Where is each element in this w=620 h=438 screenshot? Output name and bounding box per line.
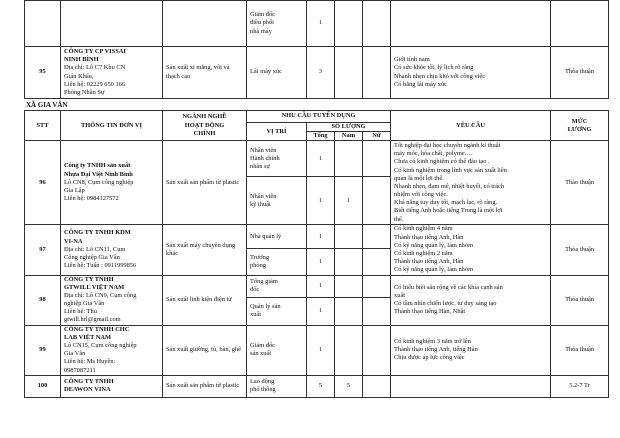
text-line: nhân sự xyxy=(250,162,270,170)
total-cell: 1 xyxy=(307,177,335,225)
text-line: Thành thạo tiếng Anh, Hàn xyxy=(394,258,464,266)
total-cell: 1 xyxy=(307,297,335,325)
text-line: Địa chỉ: Lô CN9, Cụm công xyxy=(64,291,137,299)
header-sector: NGÀNH NGHỀ HOẠT ĐỘNG CHÍNH xyxy=(163,111,247,141)
text-line: Biết tiếng Anh hoặc tiếng Trung là một lợi xyxy=(394,207,503,215)
text-line: Hành chính xyxy=(250,154,280,162)
female-cell xyxy=(363,1,391,47)
requirements-cell xyxy=(391,275,551,325)
text-line: NINH BÌNH xyxy=(64,56,99,64)
total-cell: 1 xyxy=(307,249,335,275)
text-line: Quản lý sản xyxy=(250,302,281,310)
text-line: Chưa có kinh nghiệm có thể đào tạo . xyxy=(394,158,490,166)
male-cell xyxy=(335,47,363,99)
salary-cell: Thỏa thuận xyxy=(551,47,609,99)
text-line: 0987087211 xyxy=(64,366,96,374)
salary-cell: Thỏa thuận xyxy=(551,225,609,275)
sector-cell: Sản xuất sản phẩm từ plastic xyxy=(163,141,247,225)
sector-cell: Sản xuất máy chuyên dụng khác xyxy=(163,225,247,275)
text-line: gtwill.hrl@gmail.com xyxy=(64,316,121,324)
stt-cell: 100 xyxy=(25,375,61,397)
text-line: Thành thạo tiếng Hàn, Nhật xyxy=(394,308,466,316)
salary-cell: 5.2-7 Tr xyxy=(551,375,609,397)
position-cell xyxy=(247,225,307,249)
text-line: Công nghiệp Gia Vân xyxy=(64,254,120,262)
salary-cell xyxy=(551,1,609,47)
previous-page-table xyxy=(24,0,609,99)
requirements-cell xyxy=(391,375,551,397)
text-line: Địa chỉ: Lô CN11, Cụm xyxy=(64,245,126,253)
text-line: Lô CN15, Cụm công nghiệp xyxy=(64,342,137,349)
text-line: xuất xyxy=(250,311,262,319)
text-line: Công ty TNHH sản xuất xyxy=(64,162,131,170)
text-line: CÔNG TY CP VISSAI xyxy=(64,47,126,55)
salary-cell: Thảo thuận xyxy=(551,141,609,225)
text-line: Gián Khẩu, xyxy=(64,72,94,80)
text-line: nhiệm với công việc. xyxy=(394,191,448,199)
header-position: VỊ TRÍ xyxy=(247,123,307,141)
text-line: CÔNG TY TNHH CHC xyxy=(64,325,130,333)
text-line: Giới tính nam xyxy=(394,56,430,64)
text-line: Liên hệ: Tuấn : 0911999856 xyxy=(64,262,137,270)
text-line: Có kỹ năng quản lý, làm nhóm xyxy=(394,241,474,249)
text-line: Lái máy xúc xyxy=(250,68,282,76)
total-cell: 3 xyxy=(307,47,335,99)
requirements-cell xyxy=(391,225,551,275)
male-cell xyxy=(335,141,363,177)
female-cell xyxy=(363,141,391,177)
stt-cell: 98 xyxy=(25,275,61,325)
stt-cell: 99 xyxy=(25,325,61,375)
text-line: Có tầm nhìn chiến lược, tư duy sáng tạo xyxy=(394,300,497,308)
table-row xyxy=(25,1,609,47)
text-line: máy móc, hóa chất, polyme…. xyxy=(394,150,473,158)
sector-cell: Sản xuất linh kiện điện tử xyxy=(163,275,247,325)
company-cell xyxy=(61,325,163,375)
company-cell xyxy=(61,1,163,47)
recruitment-table xyxy=(24,110,609,398)
text-line: Có kỹ năng quản lý, làm nhóm xyxy=(394,266,474,274)
text-line: phòng xyxy=(250,261,266,269)
text-line: Có kinh nghiệm trong lĩnh vực sản xuất liên xyxy=(394,166,507,174)
table-row xyxy=(25,225,609,249)
female-cell xyxy=(363,375,391,397)
text-line: Nhựa Đại Việt Ninh Bình xyxy=(64,170,133,178)
total-cell: 1 xyxy=(307,325,335,375)
table-row xyxy=(25,325,609,375)
text-line: CÔNG TY TNHH xyxy=(64,275,114,283)
text-line: Thành thạo tiếng Anh, Hàn xyxy=(394,233,464,241)
text-line: Liên hệ: Thu xyxy=(64,308,97,316)
text-line: CÔNG TY TNHH KDM xyxy=(64,229,131,237)
table-row xyxy=(25,375,609,397)
text-line: Nhân viên xyxy=(250,146,277,154)
text-line: Liên hệ: 0984127572 xyxy=(64,195,119,203)
female-cell xyxy=(363,47,391,99)
company-cell xyxy=(61,141,163,225)
position-cell xyxy=(247,275,307,297)
text-line: Lao động xyxy=(250,378,275,386)
text-line: VI-NA xyxy=(64,237,83,245)
header-male: Nam xyxy=(335,132,363,141)
female-cell xyxy=(363,177,391,225)
text-line: Có kinh nghiệm 3 năm trở lên xyxy=(394,337,471,345)
text-line: sản xuất xyxy=(250,350,272,358)
table-row xyxy=(25,275,609,297)
position-cell xyxy=(247,47,307,99)
text-line: Nhân viên xyxy=(250,192,277,200)
total-cell: 1 xyxy=(307,275,335,297)
male-cell xyxy=(335,225,363,249)
male-cell xyxy=(335,325,363,375)
header-company: THÔNG TIN ĐƠN VỊ xyxy=(61,111,163,141)
female-cell xyxy=(363,225,391,249)
position-cell xyxy=(247,249,307,275)
text-line: Có bằng lái máy xúc xyxy=(394,80,447,88)
text-line: Giám đốc xyxy=(250,342,276,349)
position-cell xyxy=(247,177,307,225)
text-line: Liên hệ: Ms Huyền: xyxy=(64,358,116,366)
header-demand: NHU CẦU TUYỂN DỤNG xyxy=(247,111,391,123)
female-cell xyxy=(363,297,391,325)
position-cell xyxy=(247,297,307,325)
requirements-cell xyxy=(391,1,551,47)
text-line: DEAWON VINA xyxy=(64,386,111,394)
text-line: Nhanh nhẹn chịu khó với công việc xyxy=(394,72,486,80)
position-cell xyxy=(247,141,307,177)
text-line: Lô CN8, Cụm công nghiệp xyxy=(64,178,134,186)
header-requirements: YÊU CẦU xyxy=(391,111,551,141)
position-cell xyxy=(247,375,307,397)
position-cell xyxy=(247,325,307,375)
text-line: LAB VIỆT NAM xyxy=(64,333,111,341)
table-row xyxy=(25,141,609,177)
requirements-cell xyxy=(391,141,551,225)
text-line: thế. xyxy=(394,215,404,223)
female-cell xyxy=(363,249,391,275)
header-total: Tổng xyxy=(307,132,335,141)
sector-cell: Sản xuất giường, tủ, bàn, ghế xyxy=(163,325,247,375)
sector-cell: Sản xuất sản phẩm từ plastic xyxy=(163,375,247,397)
text-line: Gia Lập xyxy=(64,186,85,194)
sector-cell: Sản xuất xi măng, vôi và thạch cao xyxy=(163,47,247,99)
header-salary: MỨC LƯƠNG xyxy=(551,111,609,141)
text-line: quan là một lợi thế. xyxy=(394,174,444,182)
stt-cell: 95 xyxy=(25,47,61,99)
header-stt: STT xyxy=(25,111,61,141)
text-line: Giám đốc xyxy=(250,11,276,19)
male-cell xyxy=(335,1,363,47)
female-cell xyxy=(363,275,391,297)
text-line: Địa chỉ: Lô C7 Khu CN xyxy=(64,64,126,72)
text-line: Phòng Nhân Sự xyxy=(64,88,105,96)
text-line: Trưởng xyxy=(250,253,270,261)
company-cell xyxy=(61,225,163,275)
text-line: điều phối xyxy=(250,19,274,27)
text-line: Gia Vân xyxy=(64,350,86,358)
male-cell xyxy=(335,275,363,297)
header-female: Nữ xyxy=(363,132,391,141)
male-cell xyxy=(335,297,363,325)
text-line: GTWILL VIỆT NAM xyxy=(64,283,125,291)
text-line: Thành thạo tiếng Anh, tiếng Hàn xyxy=(394,346,478,354)
male-cell: 5 xyxy=(335,375,363,397)
text-line: Có kinh nghiệm 2 năm xyxy=(394,249,453,257)
text-line: Nhanh nhẹn, đam mê, nhiệt huyết, có trách xyxy=(394,182,505,190)
text-line: Tổng giám xyxy=(250,277,278,285)
total-cell: 5 xyxy=(307,375,335,397)
text-line: phổ thông xyxy=(250,386,276,394)
male-cell xyxy=(335,249,363,275)
text-line: Khả năng tuy duy tốt, mạch lạc, rõ ràng. xyxy=(394,199,498,207)
total-cell: 1 xyxy=(307,1,335,47)
female-cell xyxy=(363,325,391,375)
stt-cell: 96 xyxy=(25,141,61,225)
requirements-cell xyxy=(391,325,551,375)
text-line: Có kinh nghiệm 4 năm xyxy=(394,225,453,233)
text-line: Có hiểu biết sâu rộng về các khía cạnh sản xyxy=(394,283,503,291)
company-cell xyxy=(61,375,163,397)
text-line: Tốt nghiệp đại học chuyên ngành kĩ thuật xyxy=(394,141,501,149)
section-title: XÃ GIA VÂN xyxy=(26,101,68,109)
salary-cell: Thỏa thuận xyxy=(551,325,609,375)
text-line: nghiệp Gia Vân xyxy=(64,300,105,308)
male-cell: 1 xyxy=(335,177,363,225)
text-line: Liên hệ: 02229 650 166 xyxy=(64,80,126,88)
company-cell xyxy=(61,275,163,325)
salary-cell: Thỏa thuận xyxy=(551,275,609,325)
stt-cell xyxy=(25,1,61,47)
text-line: Nhà quản lý xyxy=(250,232,282,240)
requirements-cell xyxy=(391,47,551,99)
text-line: CÔNG TY TNHH xyxy=(64,378,114,386)
text-line: xuất xyxy=(394,291,406,299)
text-line: Có sức khỏe tốt, lý lịch rõ ràng xyxy=(394,64,474,72)
stt-cell: 97 xyxy=(25,225,61,275)
text-line: đốc xyxy=(250,286,260,294)
header-quantity: SỐ LƯỢNG xyxy=(307,123,391,132)
table-row xyxy=(25,47,609,99)
text-line: nhà máy xyxy=(250,27,272,35)
sector-cell xyxy=(163,1,247,47)
text-line: kỹ thuật xyxy=(250,200,271,208)
total-cell: 1 xyxy=(307,225,335,249)
total-cell: 1 xyxy=(307,141,335,177)
position-cell xyxy=(247,1,307,47)
company-cell xyxy=(61,47,163,99)
text-line: Chịu được áp lực công việc xyxy=(394,354,465,362)
